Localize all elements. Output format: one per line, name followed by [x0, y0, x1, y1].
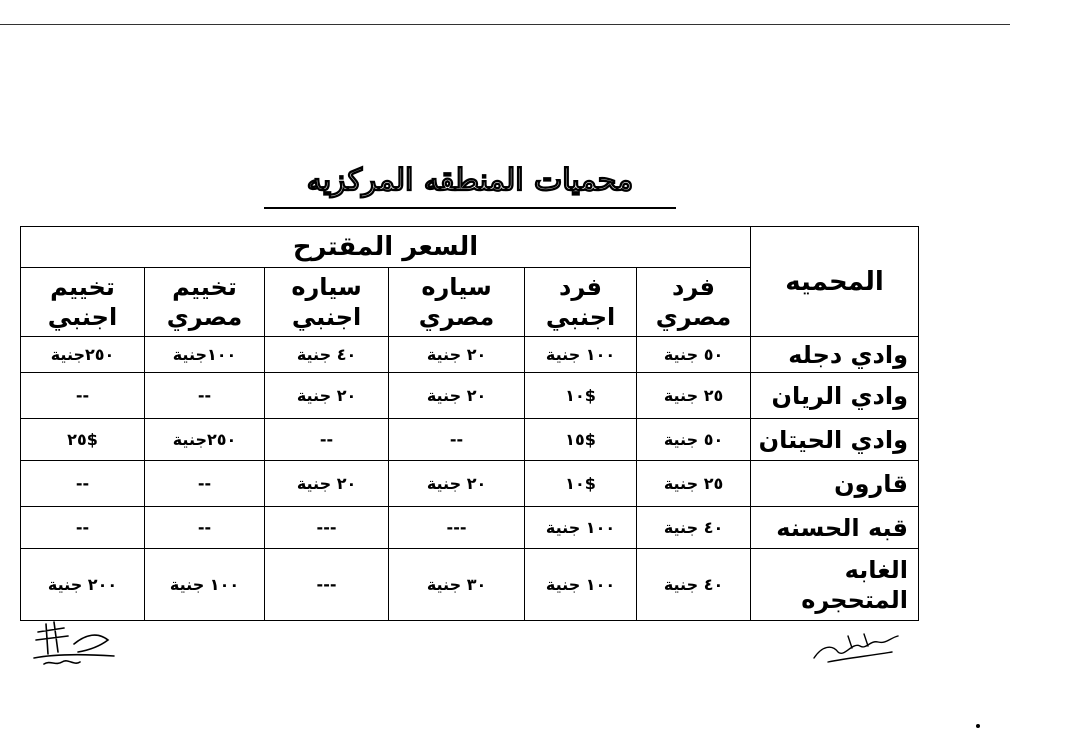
header-line-2: مصري — [166, 303, 243, 331]
table-cell: -- — [145, 373, 265, 419]
column-header — [525, 268, 637, 337]
table-cell: ٥٠ جنية — [637, 419, 751, 461]
table-row — [21, 461, 919, 507]
table-cell: ٢٥٠جنية — [145, 419, 265, 461]
header-line-2: اجنبي — [545, 303, 616, 331]
price-table — [20, 226, 919, 621]
header-line-2: مصري — [418, 303, 495, 331]
table-cell: $١٠ — [525, 461, 637, 507]
reserve-name: قارون — [751, 461, 919, 507]
table-cell: ٢٠ جنية — [389, 337, 525, 373]
table-cell: ٢٥ جنية — [637, 373, 751, 419]
table-cell: ١٠٠ جنية — [525, 507, 637, 549]
table-cell: ٢٠ جنية — [265, 373, 389, 419]
header-line-2: مصري — [655, 303, 732, 331]
table-cell: ٢٠ جنية — [265, 461, 389, 507]
table-cell: ١٠٠جنية — [145, 337, 265, 373]
header-line-1: فرد — [559, 273, 602, 301]
column-header — [265, 268, 389, 337]
table-cell: -- — [21, 507, 145, 549]
header-line-1: سياره — [421, 273, 492, 301]
document-title: محميات المنطقه المركزيه — [306, 163, 634, 198]
table-cell: -- — [145, 461, 265, 507]
table-cell: -- — [145, 507, 265, 549]
table-cell: $١٠ — [525, 373, 637, 419]
reserve-name: وادي دجله — [751, 337, 919, 373]
table-cell: ١٠٠ جنية — [145, 549, 265, 621]
column-header — [145, 268, 265, 337]
table-cell: --- — [389, 507, 525, 549]
table-cell: -- — [389, 419, 525, 461]
table-cell: ١٠٠ جنية — [525, 337, 637, 373]
table-cell: --- — [265, 507, 389, 549]
reserve-name: وادي الريان — [751, 373, 919, 419]
header-line-1: سياره — [291, 273, 362, 301]
corner-header: المحميه — [751, 227, 919, 337]
table-cell: ٢٥ جنية — [637, 461, 751, 507]
column-header — [637, 268, 751, 337]
table-cell: -- — [21, 461, 145, 507]
reserve-name: الغابه المتحجره — [751, 549, 919, 621]
table-cell: ٤٠ جنية — [637, 507, 751, 549]
table-row — [21, 337, 919, 373]
table-row — [21, 507, 919, 549]
table-cell: -- — [21, 373, 145, 419]
header-line-2: اجنبي — [47, 303, 118, 331]
table-cell: ٢٠٠ جنية — [21, 549, 145, 621]
table-cell: ٥٠ جنية — [637, 337, 751, 373]
table-cell: ٢٠ جنية — [389, 461, 525, 507]
table-cell: ٢٥٠جنية — [21, 337, 145, 373]
table-cell: $١٥ — [525, 419, 637, 461]
table-cell: $٢٥ — [21, 419, 145, 461]
table-row — [21, 419, 919, 461]
handwritten-signature-right — [808, 628, 904, 670]
title-underline — [264, 207, 676, 209]
column-header — [389, 268, 525, 337]
header-line-1: تخييم — [172, 273, 237, 301]
table-cell: ٤٠ جنية — [265, 337, 389, 373]
header-row-1 — [21, 227, 919, 268]
table-cell: ٣٠ جنية — [389, 549, 525, 621]
speck-mark — [976, 724, 980, 728]
top-border-line — [0, 24, 1010, 25]
header-line-2: اجنبي — [291, 303, 362, 331]
header-line-1: تخييم — [50, 273, 115, 301]
table-cell: --- — [265, 549, 389, 621]
table-cell: ٢٠ جنية — [389, 373, 525, 419]
handwritten-signature-left — [24, 618, 120, 670]
table-cell: ١٠٠ جنية — [525, 549, 637, 621]
table-row — [21, 373, 919, 419]
reserve-name: وادي الحيتان — [751, 419, 919, 461]
table-cell: ٤٠ جنية — [637, 549, 751, 621]
reserve-name: قبه الحسنه — [751, 507, 919, 549]
header-line-1: فرد — [672, 273, 715, 301]
table-row — [21, 549, 919, 621]
table-cell: -- — [265, 419, 389, 461]
column-header — [21, 268, 145, 337]
group-header: السعر المقترح — [21, 227, 751, 268]
